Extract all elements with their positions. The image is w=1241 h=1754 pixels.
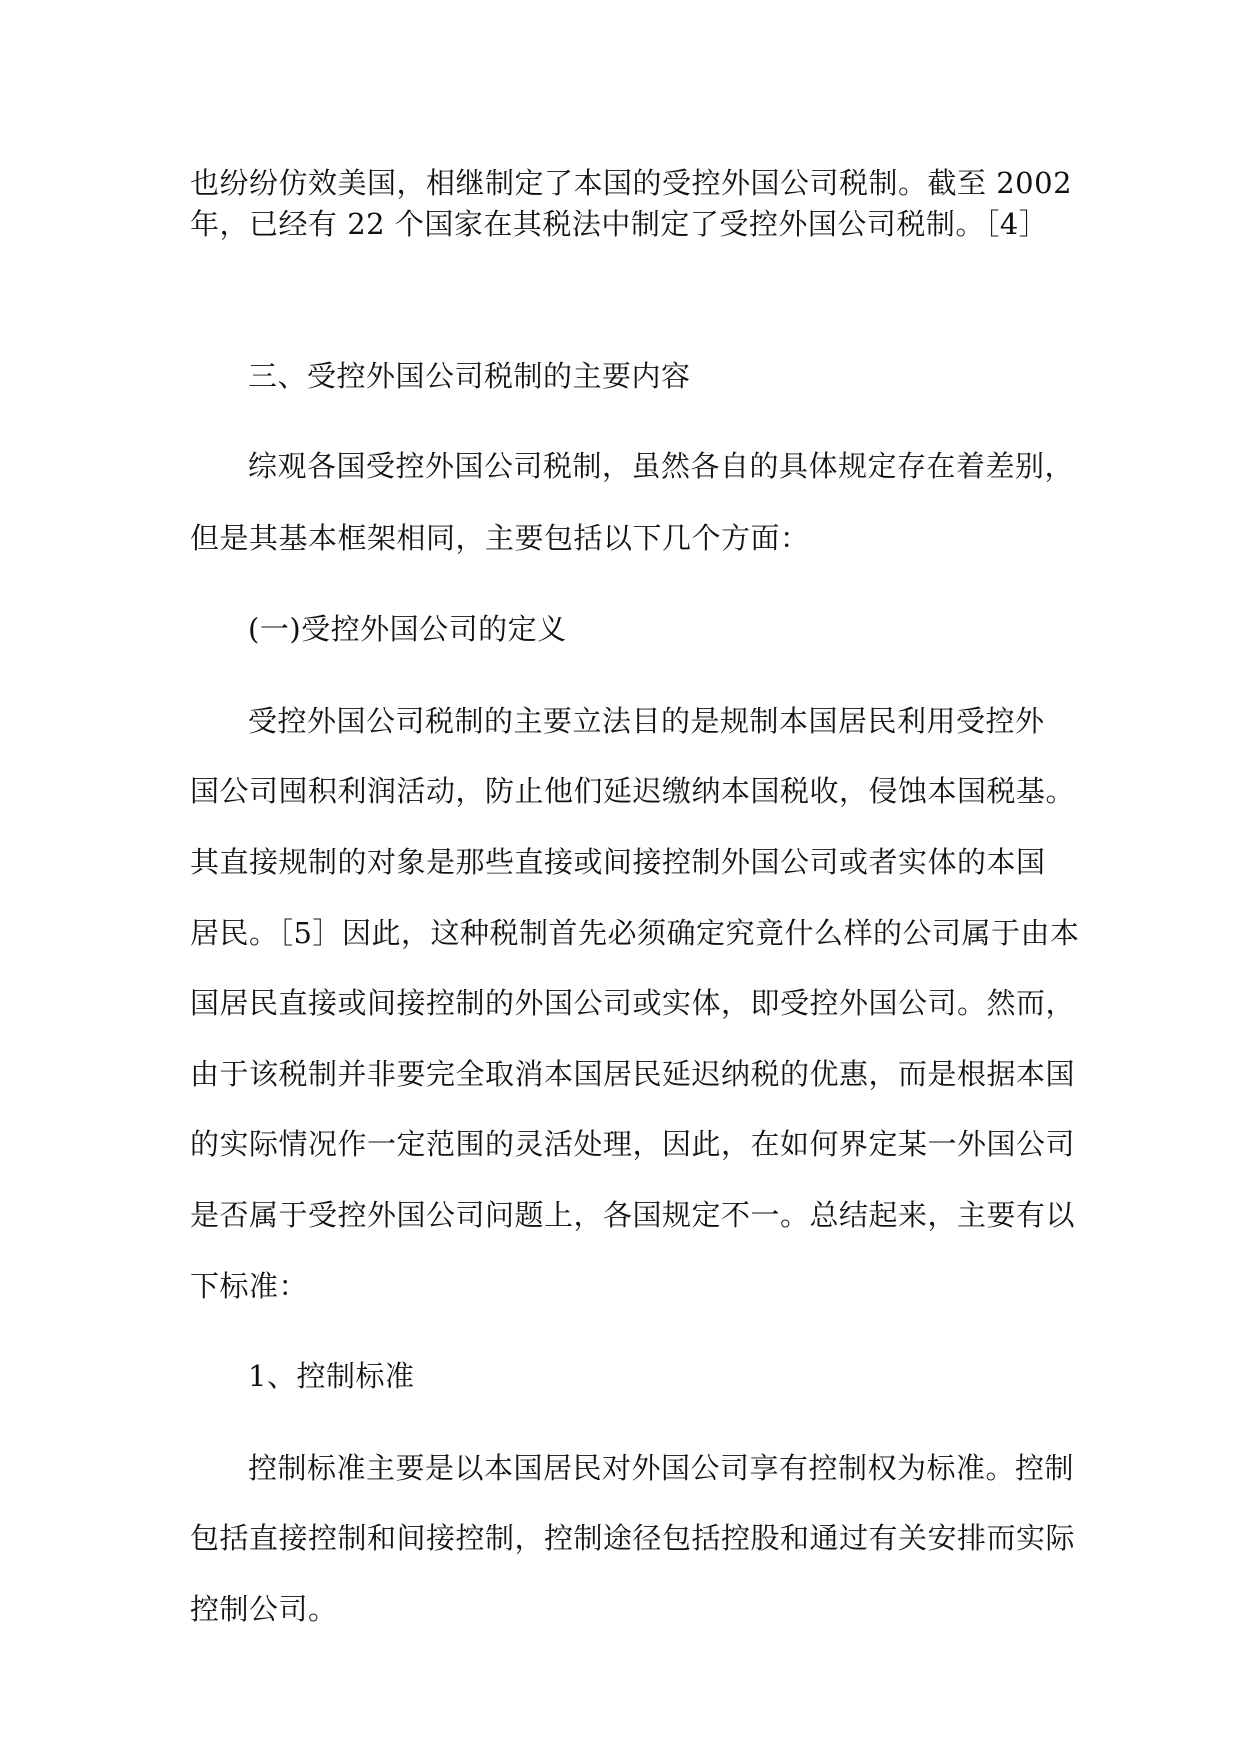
paragraph-line: 也纷纷仿效美国，相继制定了本国的受控外国公司税制。截至 2002	[190, 166, 1073, 200]
paragraph-line: 包括直接控制和间接控制，控制途径包括控股和通过有关安排而实际	[190, 1521, 1076, 1555]
paragraph-line: 国居民直接或间接控制的外国公司或实体，即受控外国公司。然而，	[190, 986, 1076, 1020]
subsection-heading: (一)受控外国公司的定义	[248, 612, 567, 646]
paragraph-line: 综观各国受控外国公司税制，虽然各自的具体规定存在着差别，	[248, 449, 1075, 483]
paragraph-line: 受控外国公司税制的主要立法目的是规制本国居民利用受控外	[248, 704, 1045, 738]
paragraph-line: 控制公司。	[190, 1592, 338, 1626]
section-heading: 三、受控外国公司税制的主要内容	[248, 359, 691, 393]
paragraph-line: 居民。［5］因此，这种税制首先必须确定究竟什么样的公司属于由本	[190, 916, 1080, 950]
paragraph-line: 年，已经有 22 个国家在其税法中制定了受控外国公司税制。［4］	[190, 207, 1049, 241]
paragraph-line: 其直接规制的对象是那些直接或间接控制外国公司或者实体的本国	[190, 845, 1046, 879]
paragraph-line: 由于该税制并非要完全取消本国居民延迟纳税的优惠，而是根据本国	[190, 1057, 1076, 1091]
subsection-heading: 1、控制标准	[248, 1359, 415, 1393]
paragraph-line: 国公司囤积利润活动，防止他们延迟缴纳本国税收，侵蚀本国税基。	[190, 774, 1076, 808]
paragraph-line: 下标准：	[190, 1269, 309, 1303]
paragraph-line: 是否属于受控外国公司问题上，各国规定不一。总结起来，主要有以	[190, 1198, 1076, 1232]
paragraph-line: 控制标准主要是以本国居民对外国公司享有控制权为标准。控制	[248, 1451, 1075, 1485]
paragraph-line: 的实际情况作一定范围的灵活处理，因此，在如何界定某一外国公司	[190, 1127, 1076, 1161]
paragraph-line: 但是其基本框架相同，主要包括以下几个方面：	[190, 521, 810, 555]
